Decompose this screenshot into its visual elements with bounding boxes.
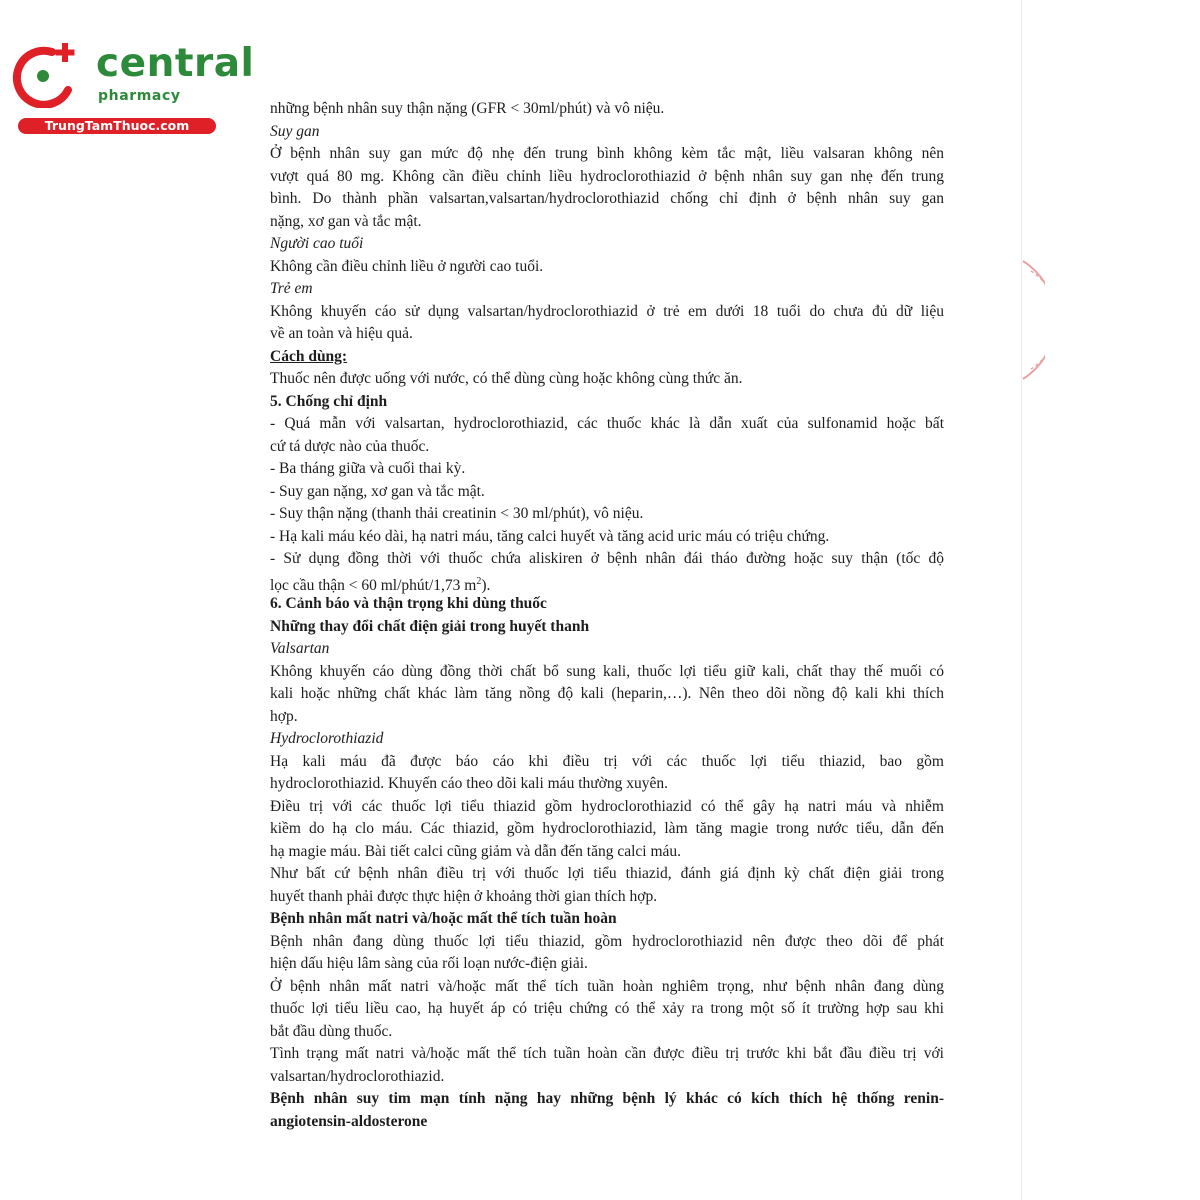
subheading-heart-failure-cont: angiotensin-aldosterone (270, 1112, 428, 1130)
paragraph-line: Điều trị với các thuốc lợi tiểu thiazid gồm hydroclorothiazid có thể gây hạ natri máu và nhiễm (270, 797, 944, 815)
superscript-2: 2 (476, 575, 482, 587)
paragraph-line: huyết thanh phải được thực hiện ở khoảng thời gian thích hợp. (270, 887, 658, 905)
paragraph-line: bắt đầu dùng thuốc. (270, 1022, 393, 1040)
page-edge-line (1021, 0, 1022, 1200)
document-body (270, 98, 944, 1133)
paragraph-line: vượt quá 80 mg. Không cần điều chỉnh liều hydroclorothiazid ở bệnh nhân suy gan nhẹ đến trung (270, 167, 944, 185)
paragraph-line: Không khuyến cáo sử dụng valsartan/hydroclorothiazid ở trẻ em dưới 18 tuổi do chưa đủ dữ liệu (270, 302, 944, 320)
heading-cach-dung: Cách dùng: (270, 347, 348, 365)
subheading-heart-failure: Bệnh nhân suy tim mạn tính nặng hay những bệnh lý khác có kích thích hệ thống renin- (270, 1090, 944, 1107)
list-item-line: cứ tá dược nào của thuốc. (270, 437, 430, 455)
paragraph-line: valsartan/hydroclorothiazid. (270, 1067, 445, 1085)
line-text: lọc cầu thận < 60 ml/phút/1,73 m (270, 576, 477, 594)
brand-name: central (96, 41, 255, 86)
list-item-line: - Hạ kali máu kéo dài, hạ natri máu, tăng calci huyết và tăng acid uric máu có triệu chứng. (270, 527, 830, 545)
paragraph-line: Ở bệnh nhân suy gan mức độ nhẹ đến trung bình không kèm tắc mật, liều valsaran không nên (270, 145, 944, 162)
paragraph-line: Không khuyến cáo dùng đồng thời chất bổ sung kali, thuốc lợi tiểu giữ kali, chất thay thế muối có (270, 662, 944, 680)
logo-mark-icon (10, 38, 90, 108)
paragraph-line: Ở bệnh nhân mất natri và/hoặc mất thể tích tuần hoàn nghiêm trọng, như bệnh nhân đang dùng (270, 977, 944, 995)
stamp-fragment-icon (1005, 255, 1045, 385)
subheading-hydroclorothiazid: Hydroclorothiazid (270, 730, 384, 747)
list-item-line: - Quá mẫn với valsartan, hydroclorothiazid, các thuốc khác là dẫn xuất của sulfonamid hoặc bất (270, 415, 944, 432)
brand-subtitle: pharmacy (98, 88, 181, 104)
list-item-line: - Suy gan nặng, xơ gan và tắc mật. (270, 482, 485, 500)
list-item-line: - Sử dụng đồng thời với thuốc chứa aliskiren ở bệnh nhân đái tháo đường hoặc suy thận (tốc độ (270, 550, 944, 567)
paragraph-line: Thuốc nên được uống với nước, có thể dùng cùng hoặc không cùng thức ăn. (270, 370, 743, 387)
subheading-nguoi-cao-tuoi: Người cao tuổi (270, 235, 364, 252)
subheading-valsartan: Valsartan (270, 640, 330, 657)
paragraph-line: nặng, xơ gan và tắc mật. (270, 212, 422, 230)
list-item-line: - Ba tháng giữa và cuối thai kỳ. (270, 460, 466, 477)
paragraph-line: kali hoặc những chất khác làm tăng nồng độ kali (heparin,…). Nên theo dõi nồng độ kali khi thích (270, 685, 944, 702)
paragraph-line: Không cần điều chỉnh liều ở người cao tuổi. (270, 257, 544, 275)
paragraph-line: bình. Do thành phần valsartan,valsartan/hydroclorothiazid chống chỉ định ở bệnh nhân suy gan (270, 190, 944, 207)
section-heading-5: 5. Chống chỉ định (270, 392, 388, 410)
paragraph-line: thuốc lợi tiểu liều cao, hạ huyết áp có triệu chứng có thể xảy ra trong một số ít trường hợp sau khi (270, 1000, 944, 1017)
paragraph-line: về an toàn và hiệu quả. (270, 325, 413, 342)
paragraph-line: hiện dấu hiệu lâm sàng của rối loạn nước-điện giải. (270, 955, 588, 972)
subheading-suy-gan: Suy gan (270, 122, 320, 140)
paragraph-line: hợp. (270, 707, 298, 725)
paragraph-line: Như bất cứ bệnh nhân điều trị với thuốc lợi tiểu thiazid, đánh giá định kỳ chất điện giải trong (270, 865, 944, 882)
paragraph-line: Hạ kali máu đã được báo cáo khi điều trị với các thuốc lợi tiểu thiazid, bao gồm (270, 752, 944, 770)
paragraph-line: kiềm do hạ clo máu. Các thiazid, gồm hydroclorothiazid, làm tăng magie trong nước tiểu, dẫn đến (270, 820, 944, 837)
section-heading-6: 6. Cảnh báo và thận trọng khi dùng thuốc (270, 595, 547, 612)
paragraph-line: Tình trạng mất natri và/hoặc mất thể tích tuần hoàn cần được điều trị trước khi bắt đầu điều trị với (270, 1045, 944, 1062)
line-tail: ). (481, 576, 491, 594)
brand-logo (10, 38, 255, 138)
subheading-sodium-loss: Bệnh nhân mất natri và/hoặc mất thể tích tuần hoàn (270, 910, 617, 927)
paragraph-line: hạ magie máu. Bài tiết calci cũng giảm và dẫn đến tăng calci máu. (270, 842, 682, 860)
list-item-line (270, 571, 944, 594)
subheading-electrolytes: Những thay đổi chất điện giải trong huyết thanh (270, 617, 590, 635)
paragraph-line: Bệnh nhân đang dùng thuốc lợi tiểu thiazid, gồm hydroclorothiazid nên được theo dõi để phát (270, 932, 944, 950)
paragraph-line: những bệnh nhân suy thận nặng (GFR < 30ml/phút) và vô niệu. (270, 100, 665, 117)
paragraph-line: hydroclorothiazid. Khuyến cáo theo dõi kali máu thường xuyên. (270, 775, 668, 792)
brand-url[interactable]: TrungTamThuoc.com (18, 118, 216, 134)
subheading-tre-em: Trẻ em (270, 280, 313, 297)
list-item-line: - Suy thận nặng (thanh thải creatinin < 30 ml/phút), vô niệu. (270, 505, 644, 522)
